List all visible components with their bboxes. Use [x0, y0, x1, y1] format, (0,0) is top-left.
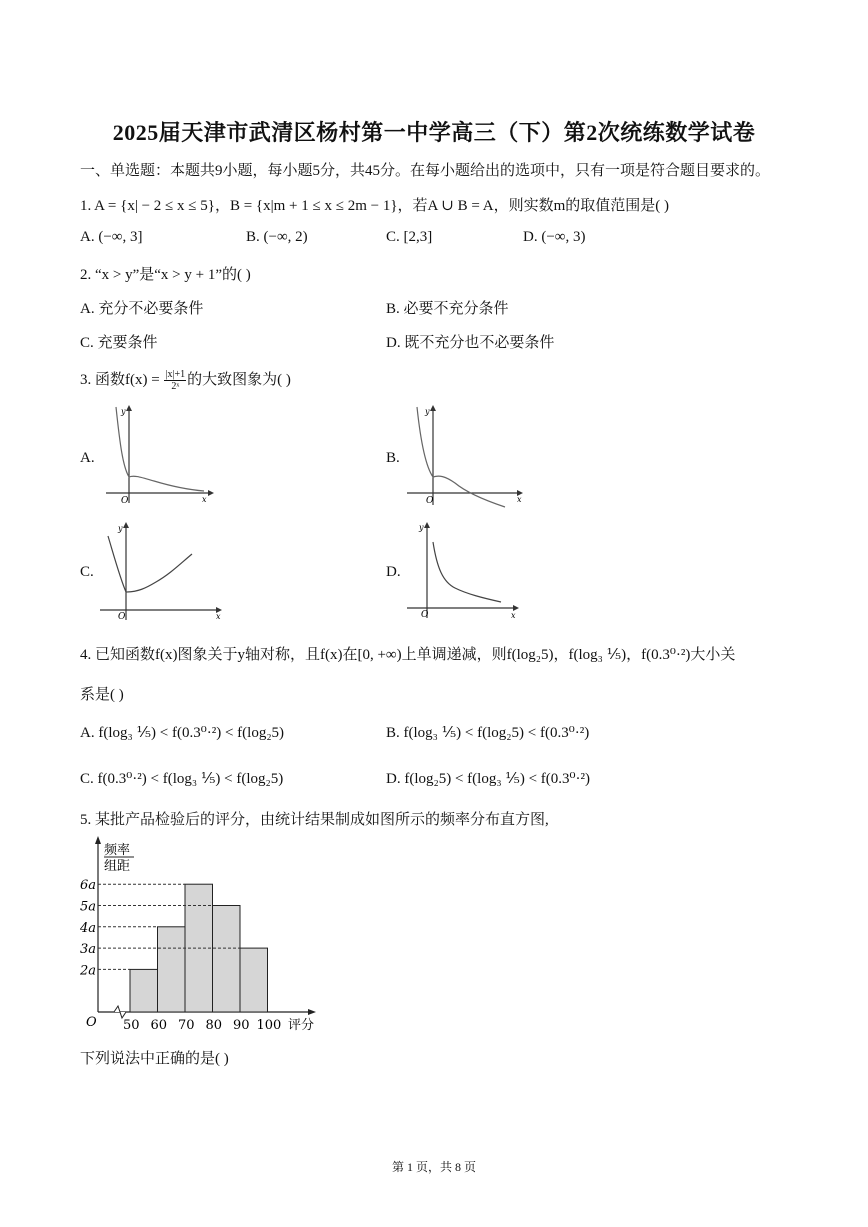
histogram-bar-90-100 — [240, 948, 268, 1012]
question-1-stem: 1. A = {x| − 2 ≤ x ≤ 5}，B = {x|m + 1 ≤ x ≤ 2m − 1}，若A ∪ B = A，则实数m的取值范围是( ) — [80, 198, 670, 214]
question-3-fraction — [164, 369, 186, 392]
graph-c — [98, 520, 228, 625]
graph-c-origin: O — [118, 612, 126, 622]
histogram-bar-80-90 — [213, 906, 241, 1013]
question-2-option-a: A. 充分不必要条件 — [80, 301, 204, 317]
graph-d — [405, 518, 525, 623]
question-1-option-a: A. (−∞, 3] — [80, 229, 143, 245]
question-2-stem: 2. “x > y”是“x > y + 1”的( ) — [80, 267, 251, 283]
question-4-stem-line-2: 系是( ) — [80, 687, 124, 703]
histogram-x-tick: 60 — [150, 1018, 168, 1033]
graph-b-origin: O — [426, 496, 434, 506]
graph-a-x-label: x — [202, 495, 207, 504]
histogram-bar-60-70 — [158, 927, 186, 1012]
graph-b — [405, 405, 525, 510]
graph-b-curve — [417, 407, 505, 507]
histogram-x-tick: 80 — [205, 1018, 223, 1033]
question-1-option-b: B. (−∞, 2) — [246, 229, 308, 245]
graph-c-curve — [108, 536, 192, 592]
question-3-option-c: C. — [80, 564, 94, 580]
graph-d-x-label: x — [511, 611, 516, 620]
graph-b-y-label: y — [425, 407, 430, 416]
histogram-y-tick: 2a — [80, 963, 97, 979]
histogram-y-tick: 6a — [80, 878, 97, 894]
fraction-denominator: 2ˣ — [171, 381, 180, 393]
graph-d-origin: O — [421, 610, 429, 620]
question-3-stem-pre: 3. 函数f(x) = — [80, 372, 164, 388]
graph-c-y-label: y — [118, 524, 123, 533]
histogram-ylabel-den: 组距 — [104, 859, 131, 874]
page-footer: 第 1 页，共 8 页 — [391, 1160, 476, 1174]
page-title: 2025届天津市武清区杨村第一中学高三（下）第2次统练数学试卷 — [112, 120, 756, 145]
question-3-option-a: A. — [80, 450, 95, 466]
histogram-y-tick: 5a — [80, 899, 97, 915]
histogram-x-tick: 50 — [123, 1018, 140, 1033]
question-1-option-d: D. (−∞, 3) — [523, 229, 586, 245]
question-2-option-c: C. 充要条件 — [80, 335, 158, 351]
section-heading: 一、单选题：本题共9小题，每小题5分，共45分。在每小题给出的选项中，只有一项是符合题目要求的。 — [80, 163, 771, 179]
question-2-option-d: D. 既不充分也不必要条件 — [386, 335, 555, 351]
histogram-x-tick: 100 — [256, 1018, 282, 1033]
graph-d-y-label: y — [419, 523, 424, 532]
question-5-prompt: 下列说法中正确的是( ) — [80, 1051, 229, 1067]
histogram-bar-50-60 — [130, 969, 158, 1012]
histogram-x-tick: 90 — [233, 1018, 250, 1033]
question-4-option-c: C. f(0.3⁰·²) < f(log₃ ⅕) < f(log₂5) — [80, 771, 284, 787]
question-1-option-c: C. [2,3] — [386, 229, 433, 245]
question-2-option-b: B. 必要不充分条件 — [386, 301, 509, 317]
graph-a-y-label: y — [121, 407, 126, 416]
question-4-option-d: D. f(log₂5) < f(log₃ ⅕) < f(0.3⁰·²) — [386, 771, 591, 787]
histogram-ylabel-num: 频率 — [104, 843, 131, 858]
graph-a — [104, 405, 214, 505]
question-3-stem — [80, 368, 291, 392]
question-3-option-b: B. — [386, 450, 400, 466]
question-4-option-b: B. f(log₃ ⅕) < f(log₂5) < f(0.3⁰·²) — [386, 725, 590, 741]
question-4-option-a: A. f(log₃ ⅕) < f(0.3⁰·²) < f(log₂5) — [80, 725, 285, 741]
graph-b-x-label: x — [517, 495, 522, 504]
histogram-xlabel: 评分 — [288, 1018, 315, 1033]
question-3-option-d: D. — [386, 564, 401, 580]
question-4-stem-line-1: 4. 已知函数f(x)图象关于y轴对称，且f(x)在[0, +∞)上单调递减，则f(log₂5)，f(log₃ ⅕)，f(0.3⁰·²)大小关 — [80, 647, 736, 663]
histogram-origin: O — [86, 1015, 97, 1030]
graph-a-origin: O — [121, 496, 129, 505]
histogram-y-tick: 4a — [80, 920, 97, 936]
fraction-numerator: |x|+1 — [165, 369, 186, 381]
graph-d-curve — [433, 542, 501, 602]
question-5-stem: 5. 某批产品检验后的评分，由统计结果制成如图所示的频率分布直方图, — [80, 812, 549, 828]
question-3-stem-post: 的大致图象为( ) — [187, 372, 291, 388]
histogram-y-tick: 3a — [80, 942, 97, 958]
histogram-x-tick: 70 — [178, 1018, 195, 1033]
graph-c-x-label: x — [216, 612, 221, 621]
frequency-histogram — [78, 836, 328, 1036]
